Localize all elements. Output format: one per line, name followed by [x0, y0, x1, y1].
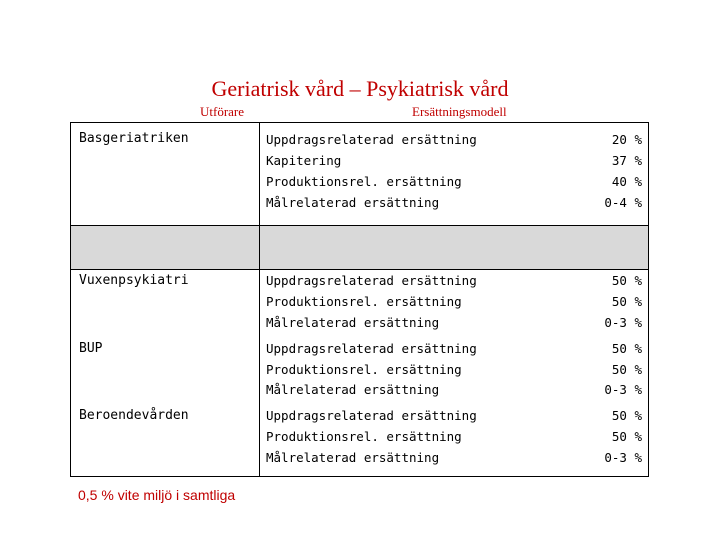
row-label: Uppdragsrelaterad ersättning — [266, 273, 477, 288]
row-label: Produktionsrel. ersättning — [266, 429, 462, 444]
row-label: Kapitering — [266, 153, 342, 168]
compensation-table — [70, 122, 649, 477]
group-name: BUP — [79, 341, 103, 356]
row-value: 40 % — [611, 174, 642, 189]
row-divider — [71, 269, 648, 270]
row-value: 0-3 % — [604, 315, 642, 330]
row-divider — [71, 225, 648, 226]
column-header-model: Ersättningsmodell — [412, 104, 507, 119]
row-value: 50 % — [611, 341, 642, 356]
row-label: Målrelaterad ersättning — [266, 315, 440, 330]
row-label: Målrelaterad ersättning — [266, 195, 440, 210]
row-value: 0-3 % — [604, 450, 642, 465]
group-name: Vuxenpsykiatri — [79, 273, 189, 288]
row-value: 37 % — [611, 153, 642, 168]
row-label: Produktionsrel. ersättning — [266, 362, 462, 377]
row-value: 20 % — [611, 132, 642, 147]
row-label: Uppdragsrelaterad ersättning — [266, 408, 477, 423]
column-divider — [259, 123, 260, 476]
row-value: 50 % — [611, 429, 642, 444]
row-label: Målrelaterad ersättning — [266, 450, 440, 465]
row-value: 50 % — [611, 362, 642, 377]
row-value: 0-4 % — [604, 195, 642, 210]
row-value: 50 % — [611, 408, 642, 423]
row-label: Målrelaterad ersättning — [266, 382, 440, 397]
row-label: Produktionsrel. ersättning — [266, 294, 462, 309]
row-value: 50 % — [611, 294, 642, 309]
page-title: Geriatrisk vård – Psykiatrisk vård — [211, 76, 509, 101]
row-value: 50 % — [611, 273, 642, 288]
separator-band — [71, 225, 648, 269]
group-name: Beroendevården — [79, 408, 189, 423]
row-value: 0-3 % — [604, 382, 642, 397]
row-label: Uppdragsrelaterad ersättning — [266, 132, 477, 147]
row-label: Produktionsrel. ersättning — [266, 174, 462, 189]
column-header-provider: Utförare — [200, 104, 245, 119]
row-label: Uppdragsrelaterad ersättning — [266, 341, 477, 356]
group-name: Basgeriatriken — [79, 131, 189, 146]
footnote: 0,5 % vite miljö i samtliga — [78, 487, 236, 503]
